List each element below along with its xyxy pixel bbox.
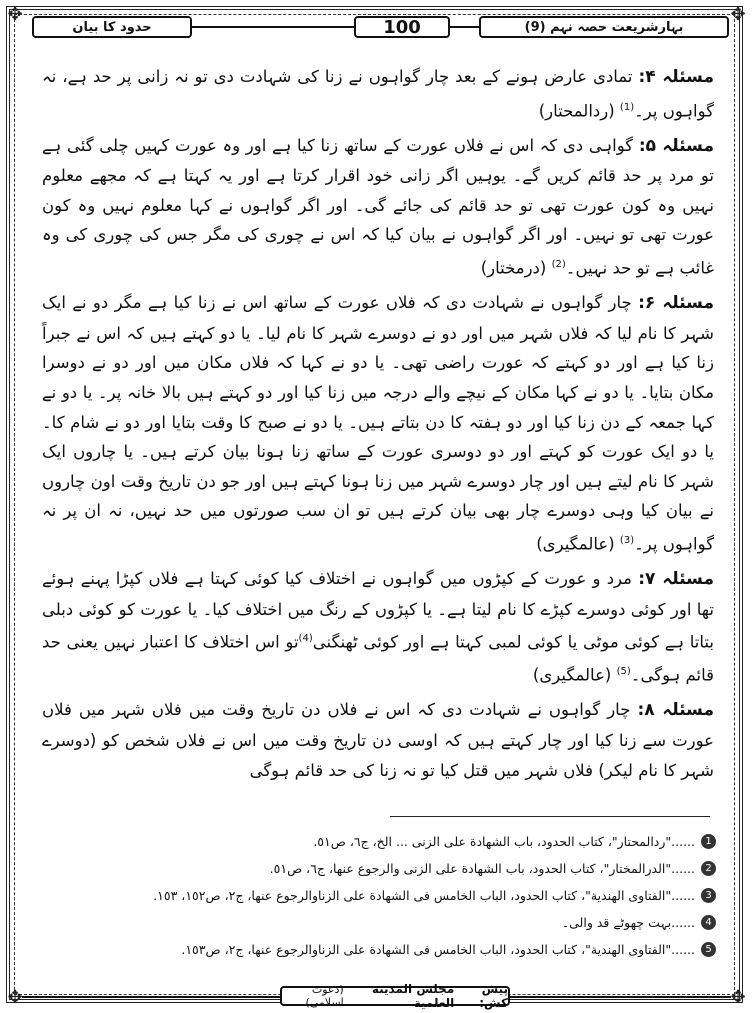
masala-text: چار گواہوں نے شہادت دی کہ فلاں عورت کے ساتھ اس نے زنا کیا ہے مگر دو نے ایک شہر کا نام لیا کہ فلاں شہر میں اور دو نے دوسرے شہر کا نام لیا۔ یا دو کہتے ہیں کہ اس نے جبراً زنا کیا ہے اور دو کہتے کہ عورت راضی تھی۔ یا دو نے کہا کہ فلاں مکان میں اور دو نے دوسرا مکان بتایا۔ یا دو نے کہا مکان کے نیچے والے درجہ میں زنا کیا اور دو کہتے ہیں بالا خانہ پر۔ یا دو نے کہا جمعہ کے دن زنا کیا اور دو ہفتہ کا دن بتاتے ہیں۔ یا دو نے صبح کا وقت بتایا اور دو نے شام کا۔ یا دو ایک عورت کو کہتے اور دو دوسری عورت کے ساتھ زنا ہونا بیان کرتے ہیں۔ یا چاروں ایک شہر کا نام لیتے ہیں اور چار دوسرے شہر میں زنا ہونا کہتے ہیں اور جو دن تاریخ وقت اون چاروں نے بیان کیا وہی دوسرے چار بھی بیان کرتے ہیں تو ان سب صورتوں میں حد نہیں، نہ ان پر نہ گواہوں پر۔	[42, 293, 714, 554]
source-citation: (عالمگیری)	[532, 665, 612, 685]
footer-divider	[510, 996, 731, 998]
footnote-ref: (2)	[551, 259, 566, 271]
footer-divider	[22, 996, 280, 998]
masala-label: مسئلہ ۸:	[637, 700, 715, 721]
masala-text: مرد و عورت کے کپڑوں میں گواہوں نے اختلاف کیا کوئی کہتا ہے فلاں کپڑا پہنے ہوئے تھا اور کوئی دوسرے کپڑے کا نام لیتا ہے۔ یا کپڑوں کے رنگ میں اختلاف کیا۔ یا عورت کو کوئی دبلی بتاتا ہے کوئی موٹی یا کوئی لمبی کہتا ہے اور کوئی ٹھنگنی	[42, 569, 714, 652]
footnote-item	[40, 909, 716, 936]
footnote-ref: (1)	[619, 101, 635, 113]
masala-label: مسئلہ ۷:	[638, 569, 714, 589]
header-divider	[450, 26, 480, 28]
masala-label: مسئلہ ۶:	[638, 293, 714, 314]
masala-paragraph	[42, 564, 714, 690]
source-citation: (ردالمحتار)	[538, 101, 615, 121]
corner-ornament-icon: ✥	[730, 4, 746, 25]
chapter-title: حدود کا بیان	[32, 16, 192, 38]
masala-text: تو اس اختلاف کا اعتبار نہیں یعنی حد قائم ہوگی۔	[42, 632, 714, 685]
masala-paragraph	[42, 131, 714, 283]
footnote-text: ......"ردالمحتار"، کتاب الحدود، باب الشهادة علی الزنی ... الخ، ج٦، ص٥١.	[313, 834, 695, 849]
page-number: 100	[354, 16, 450, 38]
footnote-ref: (5)	[616, 666, 631, 678]
organization-sub: (دعوت اسلامی)	[305, 983, 344, 1009]
masala-label: مسئلہ ۵:	[638, 135, 715, 156]
presenter-label: پیش کش:	[479, 982, 508, 1010]
footnote-separator	[390, 816, 710, 817]
organization-name: مجلس المدینة العلمیة	[371, 982, 455, 1010]
masala-text: تمادی عارض ہونے کے بعد چار گواہوں نے زنا کی شہادت دی تو نہ زانی پر حد ہے، نہ گواہوں پر۔	[42, 67, 714, 121]
header-divider	[192, 26, 354, 28]
footnote-item	[40, 882, 716, 909]
masala-paragraph	[42, 695, 714, 785]
page-footer	[22, 982, 731, 1010]
footnote-number: 3	[701, 888, 716, 903]
corner-ornament-icon: ✥	[7, 4, 23, 25]
footnote-ref: (4)	[298, 633, 313, 645]
footnote-text: ......"الفتاوی الهندية"، کتاب الحدود، الباب الخامس فی الشهادة علی الزناوالرجوع عنها، ج٢، ص١٥٣.	[181, 942, 695, 957]
corner-ornament-icon: ✥	[7, 987, 23, 1008]
footnote-ref: (3)	[619, 534, 635, 546]
footnote-item	[40, 855, 716, 882]
footnote-item	[40, 828, 716, 855]
footnote-number: 2	[701, 861, 716, 876]
corner-ornament-icon: ✥	[730, 987, 746, 1008]
footnote-number: 5	[701, 942, 716, 957]
masala-paragraph	[42, 288, 714, 559]
footnote-text: ......"الفتاوی الهندية"، کتاب الحدود، الباب الخامس فی الشهادة علی الزناوالرجوع عنها، ج٢، ص١٥٢، ١٥٣.	[153, 888, 695, 903]
main-text	[42, 62, 714, 790]
footnote-item	[40, 936, 716, 963]
masala-paragraph	[42, 62, 714, 126]
masala-text: گواہی دی کہ اس نے فلاں عورت کے ساتھ زنا کیا ہے اور وہ عورت کہیں چلی گئی ہے تو مرد پر حد قائم کریں گے۔ یوہیں اگر زانی خود اقرار کرتا ہے اور یہ کہتا ہے کہ مجھے معلوم نہیں وہ کون عورت تھی تو حد قائم کی جائے گی۔ اور اگر گواہوں نے کہا معلوم نہیں وہ کون عورت تھی تو نہیں۔ اور اگر گواہوں نے بیان کیا کہ اس نے چوری کی مگر جس کی چوری کی وہ غائب ہے تو حد نہیں۔	[42, 135, 714, 278]
source-citation: (عالمگیری)	[536, 534, 615, 554]
footnote-number: 1	[701, 834, 716, 849]
masala-label: مسئلہ ۴:	[638, 67, 714, 87]
masala-text: چار گواہوں نے شہادت دی کہ اس نے فلاں دن تاریخ وقت میں فلاں شہر میں فلاں عورت سے زنا کیا اور چار کہتے ہیں کہ اوسی دن تاریخ وقت میں اس نے فلاں شخص کو (دوسرے شہر کا نام لیکر) فلاں شہر میں قتل کیا تو نہ زنا کی حد قائم ہوگی	[42, 700, 714, 780]
footnote-text: ......بہت چھوٹے قد والی۔	[561, 915, 695, 930]
book-title: بہارشریعت حصہ نہم (9)	[479, 16, 729, 38]
source-citation: (درمختار)	[480, 258, 547, 278]
footnotes	[40, 828, 716, 963]
footnote-number: 4	[701, 915, 716, 930]
publisher-box	[280, 982, 510, 1010]
footnote-text: ......"الدرالمختار"، کتاب الحدود، باب الشهادة علی الزنی والرجوع عنها، ج٦، ص٥١.	[269, 861, 695, 876]
page-header	[22, 14, 731, 40]
